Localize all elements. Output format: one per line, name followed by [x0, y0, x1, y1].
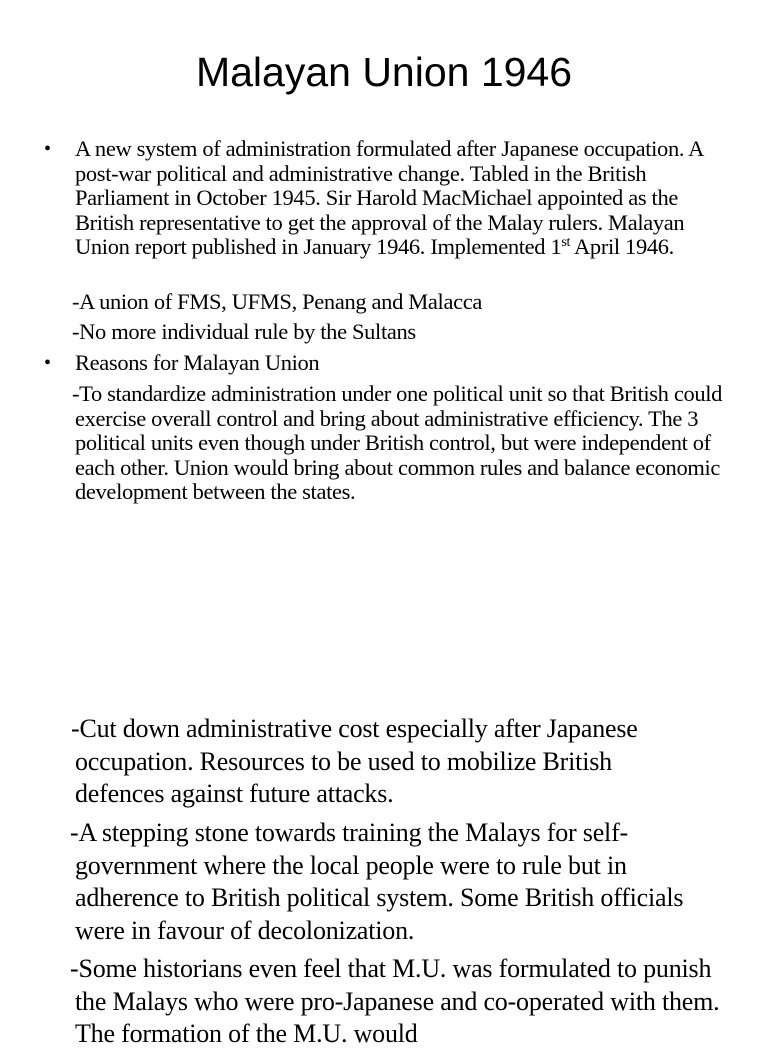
slide-title: Malayan Union 1946: [195, 49, 573, 95]
bullet-text-main: A new system of administration formulated after Japanese occupation. A post-war political and administrative change. Tabled in the British Parliament in October 1945. Sir Harold MacMichael appointed as the British representative to get the approval of the Malay rulers. Malayan Union report published in January 1946. Implemented 1: [75, 136, 703, 259]
bullet-text-new-system: [75, 137, 737, 260]
sub-point-no-individual-rule: -No more individual rule by the Sultans: [72, 319, 416, 344]
sub-point-union-states: -A union of FMS, UFMS, Penang and Malacca: [72, 289, 482, 314]
sub-point-stepping-stone: -A stepping stone towards training the Malays for self-government where the local people were to rule but in adherence to British political system. Some British officials were in favour of decolonization.: [70, 818, 684, 945]
bullet-marker: •: [44, 138, 52, 160]
sub-point-punish-malays: -Some historians even feel that M.U. was formulated to punish the Malays who were pro-Japanese and co-operated with them. The formation of the M.U. would: [70, 954, 720, 1048]
ordinal-suffix: st: [561, 235, 570, 250]
sub-point-cut-cost: -Cut down administrative cost especially after Japanese occupation. Resources to be used to mobilize British defences against future attacks.: [71, 714, 638, 808]
bullet-text-reasons: Reasons for Malayan Union: [75, 350, 320, 375]
sub-point-standardize: -To standardize administration under one political unit so that British could exercise overall control and bring about administrative efficiency. The 3 political units even though under British control, but were independent of each other. Union would bring about common rules and balance economic development between the states.: [72, 381, 723, 504]
bullet-marker: •: [44, 352, 52, 374]
bullet-text-end: April 1946.: [570, 234, 674, 259]
